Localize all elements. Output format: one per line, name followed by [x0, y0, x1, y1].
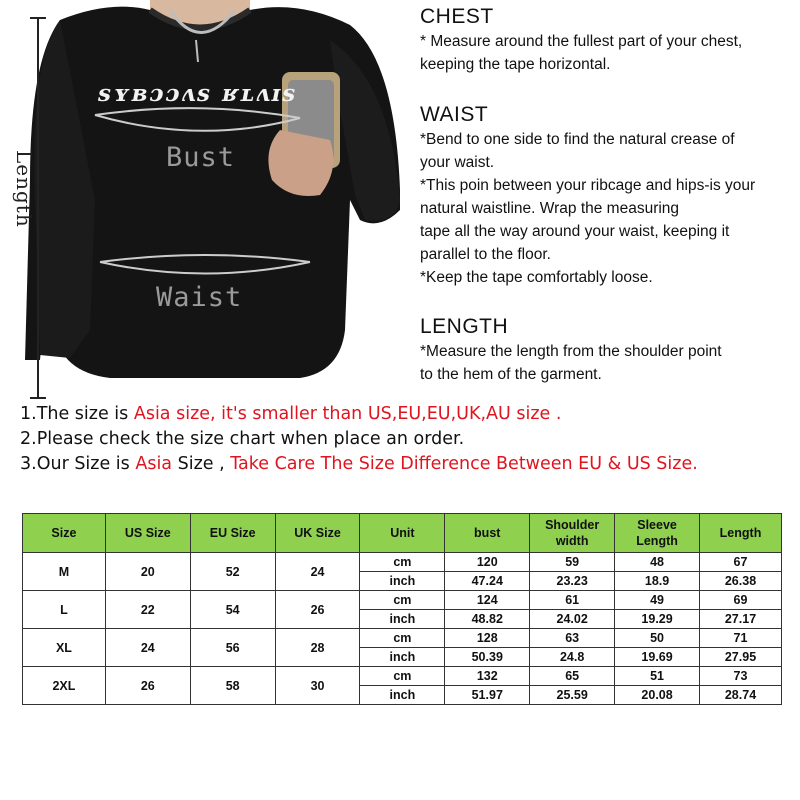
- length-line: to the hem of the garment.: [420, 366, 602, 383]
- cell-value: 27.95: [700, 648, 782, 667]
- cell-value: 50.39: [445, 648, 530, 667]
- cell-uk: 24: [275, 553, 360, 591]
- waist-heading: WAIST: [420, 103, 489, 126]
- cell-uk: 26: [275, 591, 360, 629]
- cell-unit: cm: [360, 629, 445, 648]
- cell-value: 67: [700, 553, 782, 572]
- chest-section: [420, 4, 742, 76]
- cell-value: 59: [530, 553, 615, 572]
- chest-line: keeping the tape horizontal.: [420, 56, 611, 73]
- cell-uk: 30: [275, 667, 360, 705]
- chest-heading: CHEST: [420, 5, 494, 28]
- waist-line: your waist.: [420, 154, 495, 171]
- cell-us: 26: [105, 667, 190, 705]
- column-header-text: bust: [474, 526, 501, 540]
- garment-print-text: sʏʙɔɔʌs ʁʟʌɪs: [98, 80, 298, 107]
- cell-value: 51: [615, 667, 700, 686]
- waist-line: *Bend to one side to find the natural crease of: [420, 131, 735, 148]
- cell-value: 50: [615, 629, 700, 648]
- cell-value: 124: [445, 591, 530, 610]
- cell-us: 22: [105, 591, 190, 629]
- cell-value: 49: [615, 591, 700, 610]
- note-3-mid: Size ,: [172, 454, 231, 474]
- cell-value: 128: [445, 629, 530, 648]
- cell-value: 25.59: [530, 686, 615, 705]
- cell-uk: 28: [275, 629, 360, 667]
- column-header-text: UK Size: [294, 526, 341, 540]
- cell-unit: inch: [360, 686, 445, 705]
- size-chart-table: [22, 513, 782, 705]
- cell-value: 47.24: [445, 572, 530, 591]
- cell-value: 48: [615, 553, 700, 572]
- cell-unit: inch: [360, 572, 445, 591]
- column-header-text: Unit: [390, 526, 415, 540]
- cell-value: 24.02: [530, 610, 615, 629]
- table-header-row: [23, 514, 782, 553]
- cell-value: 23.23: [530, 572, 615, 591]
- bust-measure-label: Bust: [166, 142, 236, 173]
- cell-us: 24: [105, 629, 190, 667]
- cell-value: 19.29: [615, 610, 700, 629]
- cell-value: 73: [700, 667, 782, 686]
- table-row: [23, 591, 782, 610]
- cell-value: 51.97: [445, 686, 530, 705]
- column-header-text: Sleeve: [637, 518, 677, 532]
- cell-unit: inch: [360, 610, 445, 629]
- cell-value: 48.82: [445, 610, 530, 629]
- note-3: [20, 452, 698, 477]
- cell-unit: cm: [360, 591, 445, 610]
- cell-value: 132: [445, 667, 530, 686]
- sweatshirt-illustration: [0, 0, 410, 400]
- cell-value: 26.38: [700, 572, 782, 591]
- cell-value: 27.17: [700, 610, 782, 629]
- table-row: [23, 629, 782, 648]
- table-row: [23, 553, 782, 572]
- size-notes: [20, 402, 698, 477]
- column-header: [190, 514, 275, 553]
- column-header: [615, 514, 700, 553]
- table-row: [23, 667, 782, 686]
- cell-value: 65: [530, 667, 615, 686]
- column-header: [360, 514, 445, 553]
- waist-line: parallel to the floor.: [420, 246, 551, 263]
- note-3-text: 3.Our Size is: [20, 454, 136, 474]
- waist-line: tape all the way around your waist, keeping it: [420, 223, 730, 240]
- cell-us: 20: [105, 553, 190, 591]
- cell-eu: 56: [190, 629, 275, 667]
- cell-size: 2XL: [23, 667, 106, 705]
- column-header: [275, 514, 360, 553]
- column-header-text: Size: [51, 526, 77, 540]
- length-heading: LENGTH: [420, 315, 509, 338]
- column-header-text: Length: [719, 526, 762, 540]
- note-1-warning: Asia size, it's smaller than US,EU,EU,UK,AU size .: [133, 404, 562, 424]
- waist-line: *This poin between your ribcage and hips-is your: [420, 177, 756, 194]
- cell-value: 71: [700, 629, 782, 648]
- note-1: [20, 402, 698, 427]
- waist-measure-label: Waist: [156, 282, 243, 313]
- cell-size: XL: [23, 629, 106, 667]
- cell-value: 18.9: [615, 572, 700, 591]
- waist-section: [420, 102, 755, 289]
- column-header: [445, 514, 530, 553]
- column-header: [700, 514, 782, 553]
- cell-value: 61: [530, 591, 615, 610]
- cell-unit: cm: [360, 667, 445, 686]
- length-line: *Measure the length from the shoulder point: [420, 343, 722, 360]
- size-chart: [22, 513, 782, 705]
- cell-size: M: [23, 553, 106, 591]
- column-header-text: US Size: [124, 526, 171, 540]
- cell-eu: 54: [190, 591, 275, 629]
- table-body: [23, 553, 782, 705]
- note-3-warning: Take Care The Size Difference Between EU & US Size.: [230, 454, 698, 474]
- waist-line: natural waistline. Wrap the measuring: [420, 200, 680, 217]
- chest-line: * Measure around the fullest part of your chest,: [420, 33, 743, 50]
- waist-line: *Keep the tape comfortably loose.: [420, 269, 653, 286]
- cell-value: 63: [530, 629, 615, 648]
- column-header-text: Shoulder: [545, 518, 600, 532]
- column-header-text: width: [555, 534, 589, 548]
- column-header: [105, 514, 190, 553]
- cell-size: L: [23, 591, 106, 629]
- cell-value: 120: [445, 553, 530, 572]
- length-section: [420, 314, 722, 386]
- note-3-asia: Asia: [135, 454, 173, 474]
- cell-value: 19.69: [615, 648, 700, 667]
- column-header: [23, 514, 106, 553]
- note-1-text: 1.The size is: [20, 404, 134, 424]
- cell-value: 24.8: [530, 648, 615, 667]
- note-2-text: 2.Please check the size chart when place an order.: [20, 429, 465, 449]
- cell-eu: 52: [190, 553, 275, 591]
- column-header: [530, 514, 615, 553]
- cell-value: 20.08: [615, 686, 700, 705]
- length-measure-label: Length: [12, 150, 36, 228]
- product-photo: [0, 0, 410, 400]
- cell-value: 28.74: [700, 686, 782, 705]
- note-2: [20, 427, 698, 452]
- cell-unit: inch: [360, 648, 445, 667]
- column-header-text: EU Size: [209, 526, 256, 540]
- cell-unit: cm: [360, 553, 445, 572]
- column-header-text: Length: [636, 534, 678, 548]
- cell-value: 69: [700, 591, 782, 610]
- cell-eu: 58: [190, 667, 275, 705]
